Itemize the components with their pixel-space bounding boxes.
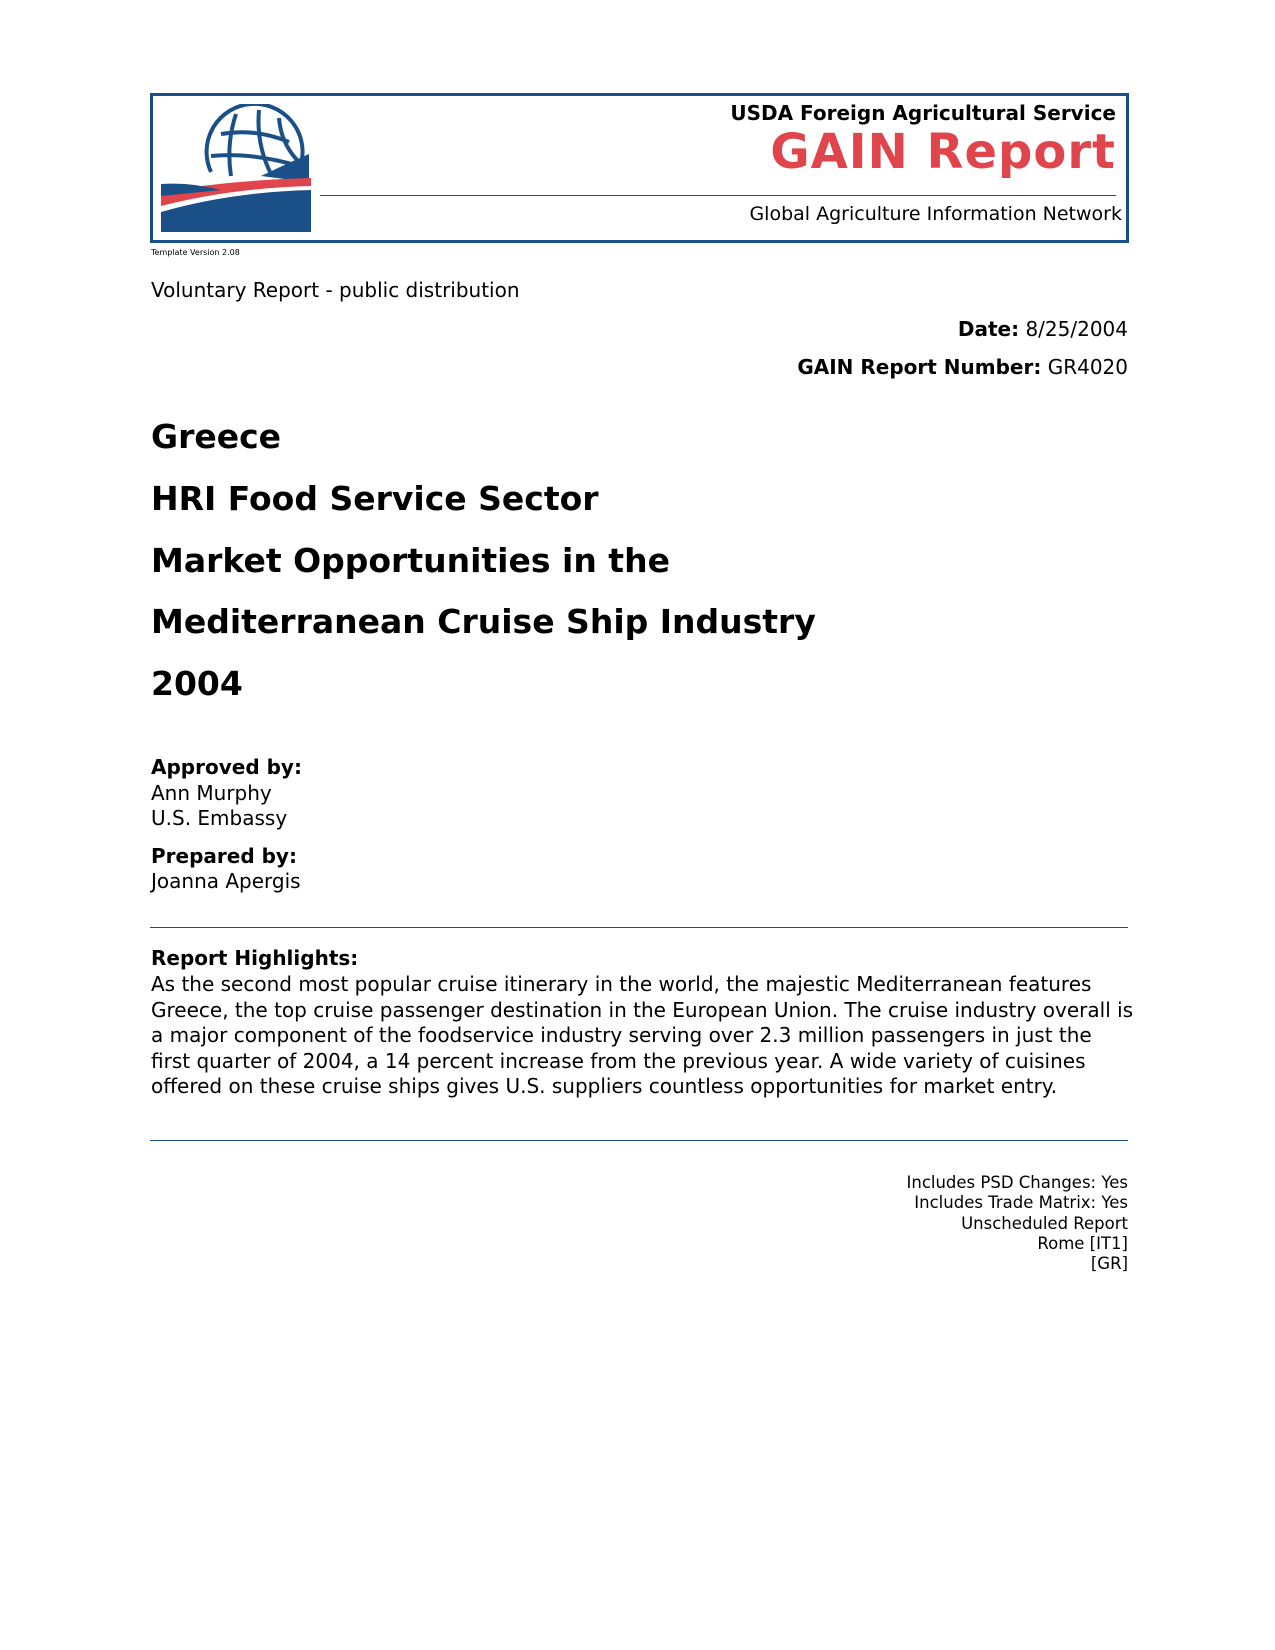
prepared-name: Joanna Apergis — [151, 869, 301, 893]
network-name: Global Agriculture Information Network — [749, 203, 1122, 225]
report-number — [797, 355, 1128, 379]
approved-org: U.S. Embassy — [151, 806, 288, 830]
prepared-label: Prepared by: — [151, 844, 297, 868]
divider-top — [150, 927, 1128, 928]
highlights-text: As the second most popular cruise itinerary in the world, the majestic Mediterranean features Greece, the top cruise passenger destination in the European Union. The cruise industry overall is a major component of the foodservice industry serving over 2.3 million passengers in just the first quarter of 2004, a 14 percent increase from the previous year. A wide variety of cuisines offered on these cruise ships gives U.S. suppliers countless opportunities for market entry. — [151, 972, 1134, 1098]
date-label: Date: — [957, 317, 1020, 341]
title-year: 2004 — [151, 664, 243, 703]
agency-name: USDA Foreign Agricultural Service — [730, 101, 1116, 125]
header-divider — [320, 195, 1116, 196]
footer-psd: Includes PSD Changes: Yes — [906, 1173, 1128, 1192]
highlights-label: Report Highlights: — [151, 946, 359, 970]
template-version: Template Version 2.08 — [151, 248, 240, 257]
approved-label: Approved by: — [151, 755, 302, 779]
title-sector: HRI Food Service Sector — [151, 479, 599, 518]
gain-report-title: GAIN Report — [770, 124, 1116, 180]
report-number-value: GR4020 — [1047, 355, 1128, 379]
approved-name: Ann Murphy — [151, 781, 272, 805]
title-line-4: Mediterranean Cruise Ship Industry — [151, 602, 816, 641]
title-line-3: Market Opportunities in the — [151, 541, 670, 580]
header-banner — [150, 93, 1129, 243]
divider-bottom — [150, 1140, 1128, 1141]
date-value: 8/25/2004 — [1025, 317, 1128, 341]
footer-trade-matrix: Includes Trade Matrix: Yes — [914, 1193, 1128, 1212]
report-number-label: GAIN Report Number: — [797, 355, 1042, 379]
footer-schedule: Unscheduled Report — [961, 1214, 1128, 1233]
footer-country-code: [GR] — [1090, 1254, 1128, 1273]
usda-globe-logo — [161, 104, 313, 232]
report-date — [958, 317, 1128, 341]
title-country: Greece — [151, 417, 282, 456]
distribution-note: Voluntary Report - public distribution — [151, 278, 520, 302]
footer-post: Rome [IT1] — [1037, 1234, 1128, 1253]
